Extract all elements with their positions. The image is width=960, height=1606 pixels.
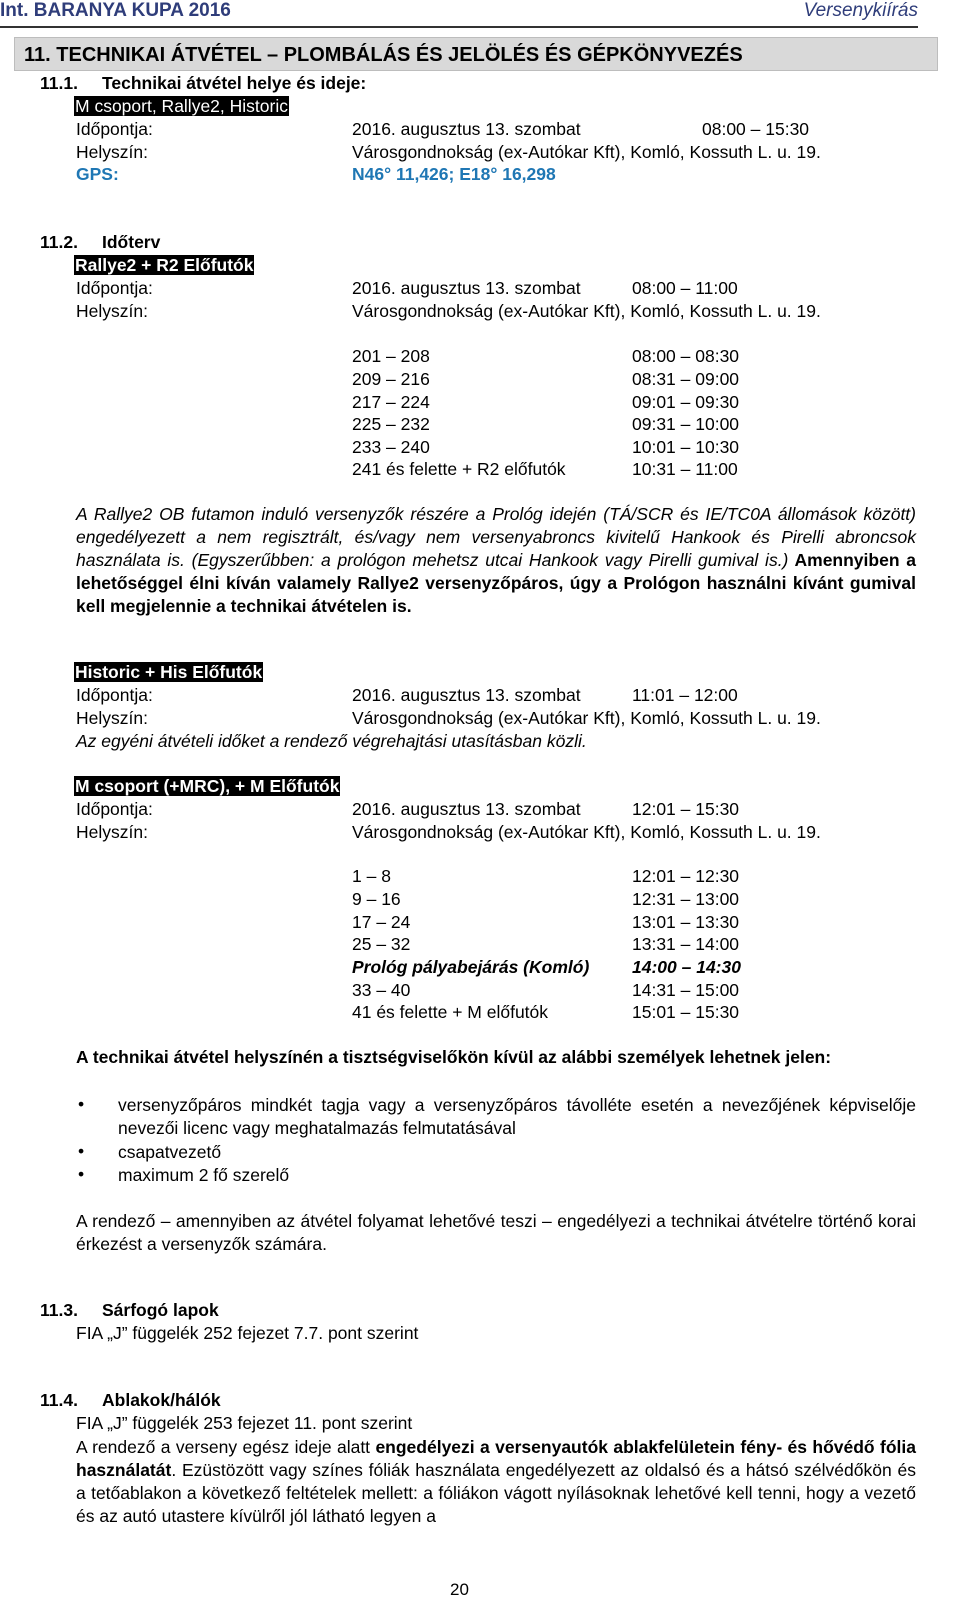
rallye2-range: 201 – 208 [352,346,430,366]
historic-time: 11:01 – 12:00 [632,685,738,705]
rallye2-tyre-note-bold: Amennyiben a lehetőséggel élni kíván valamely Rallye2 versenyzőpáros, úgy a Prológon használni kívánt gumival kell megjelennie a technikai átvételen is. [76,550,916,616]
rallye2-range: 209 – 216 [352,369,430,389]
mgroup-slot: 15:01 – 15:30 [632,1002,740,1022]
s11-1-place: Városgondnokság (ex-Autókar Kft), Komló, Kossuth L. u. 19. [352,142,821,162]
mgroup-place-label: Helyszín: [76,822,148,842]
historic-date-label: Időpontja: [76,685,153,705]
historic-date: 2016. augusztus 13. szombat [352,685,581,705]
persons-title: A technikai átvétel helyszínén a tisztségviselőkön kívül az alábbi személyek lehetnek jelen: [76,1047,832,1067]
s11-4-paragraph-bold: engedélyezi a versenyautók ablakfelületein fény- és hővédő fólia használatát [76,1437,916,1480]
mgroup-slot: 12:01 – 12:30 [632,866,740,886]
s11-1-place-label: Helyszín: [76,142,148,162]
persons-item: maximum 2 fő szerelő [118,1165,290,1185]
s11-4-paragraph [76,1436,916,1528]
s11-4-paragraph-c: . Ezüstözött vagy színes fóliák használata engedélyezett az oldalsó és a hátsó szélvédőkön és a tetőablakon a következő feltételek mellett: a fóliákon vágott nyílásoknak lehetővé kell tenni, hogy a vezető és az autó utastere kívülről jól látható legyen a [76,1460,916,1526]
historic-place: Városgondnokság (ex-Autókar Kft), Komló, Kossuth L. u. 19. [352,708,821,728]
rallye2-slot: 09:01 – 09:30 [632,392,740,412]
s11-1-gps: N46° 11,426; E18° 16,298 [352,164,556,184]
bullet-icon: • [78,1094,85,1114]
s11-1-title: Technikai átvétel helye és ideje: [102,73,367,93]
mgroup-group: M csoport (+MRC), + M Előfutók [75,776,340,796]
bullet-icon: • [78,1164,85,1184]
s11-1-date-label: Időpontja: [76,119,153,139]
bullet-icon: • [78,1141,85,1161]
header-divider [0,26,918,28]
s11-1-date: 2016. augusztus 13. szombat [352,119,581,139]
s11-2-number: 11.2. [40,232,78,252]
rallye2-tyre-note [76,503,916,618]
historic-group: Historic + His Előfutók [75,662,263,682]
rallye2-range: 225 – 232 [352,414,430,434]
header-title: Int. BARANYA KUPA 2016 [0,0,231,21]
mgroup-date-label: Időpontja: [76,799,153,819]
rallye2-tyre-note-italic: A Rallye2 OB futamon induló versenyzők részére a Prológ idején (TÁ/SCR és IE/TC0A állomások között) engedélyezett a nem regisztrált, és/vagy nem versenyabroncs kivitelű Hankook és Pirelli abroncsok használata is. (Egyszerűbben: a prológon mehetsz utcai Hankook vagy Pirelli gumival is.) [76,504,916,570]
s11-3-number: 11.3. [40,1300,78,1320]
s11-4-title: Ablakok/hálók [102,1390,221,1410]
rallye2-range: 217 – 224 [352,392,430,412]
s11-1-group: M csoport, Rallye2, Historic [75,96,288,116]
rallye2-range: 233 – 240 [352,437,430,457]
rallye2-group: Rallye2 + R2 Előfutók [75,255,254,275]
header-doc-type: Versenykiírás [803,0,918,21]
mgroup-range: 1 – 8 [352,866,391,886]
mgroup-place: Városgondnokság (ex-Autókar Kft), Komló, Kossuth L. u. 19. [352,822,821,842]
rallye2-slot: 08:00 – 08:30 [632,346,740,366]
section-title: 11. TECHNIKAI ÁTVÉTEL – PLOMBÁLÁS ÉS JELÖLÉS ÉS GÉPKÖNYVEZÉS [24,44,743,66]
s11-3-text: FIA „J” függelék 252 fejezet 7.7. pont szerint [76,1323,419,1343]
s11-1-time: 08:00 – 15:30 [702,119,810,139]
s11-3-title: Sárfogó lapok [102,1300,219,1320]
historic-place-label: Helyszín: [76,708,148,728]
rallye2-time: 08:00 – 11:00 [632,278,738,298]
rallye2-slot: 09:31 – 10:00 [632,414,740,434]
rallye2-slot: 08:31 – 09:00 [632,369,740,389]
mgroup-range: 17 – 24 [352,912,411,932]
mgroup-range: 33 – 40 [352,980,411,1000]
rallye2-slot: 10:01 – 10:30 [632,437,740,457]
page-number: 20 [450,1580,469,1599]
mgroup-time: 12:01 – 15:30 [632,799,740,819]
rallye2-range: 241 és felette + R2 előfutók [352,459,566,479]
persons-item: csapatvezető [118,1142,222,1162]
s11-1-gps-label: GPS: [76,164,119,184]
rallye2-place: Városgondnokság (ex-Autókar Kft), Komló, Kossuth L. u. 19. [352,301,821,321]
s11-1-number: 11.1. [40,73,78,93]
s11-4-paragraph-a: A rendező a verseny egész ideje alatt [76,1437,376,1457]
mgroup-range: 25 – 32 [352,934,411,954]
historic-note: Az egyéni átvételi időket a rendező végrehajtási utasításban közli. [76,731,587,751]
mgroup-slot: 13:01 – 13:30 [632,912,740,932]
persons-item: versenyzőpáros mindkét tagja vagy a versenyzőpáros távolléte esetén a nevezőjének képviselője nevezői licenc vagy meghatalmazás felmutatásával [118,1095,916,1138]
rallye2-slot: 10:31 – 11:00 [632,459,738,479]
mgroup-slot: 12:31 – 13:00 [632,889,740,909]
early-arrival-note: A rendező – amennyiben az átvétel folyamat lehetővé teszi – engedélyezi a technikai átvételre történő korai érkezést a versenyzők számára. [76,1211,916,1254]
s11-4-text: FIA „J” függelék 253 fejezet 11. pont szerint [76,1413,413,1433]
mgroup-range: 9 – 16 [352,889,401,909]
mgroup-slot: 13:31 – 14:00 [632,934,740,954]
mgroup-slot: 14:31 – 15:00 [632,980,740,1000]
mgroup-range: 41 és felette + M előfutók [352,1002,549,1022]
rallye2-date: 2016. augusztus 13. szombat [352,278,581,298]
rallye2-date-label: Időpontja: [76,278,153,298]
mgroup-slot-prolog: 14:00 – 14:30 [632,957,741,977]
mgroup-range-prolog: Prológ pályabejárás (Komló) [352,957,590,977]
rallye2-place-label: Helyszín: [76,301,148,321]
mgroup-date: 2016. augusztus 13. szombat [352,799,581,819]
s11-4-number: 11.4. [40,1390,78,1410]
s11-2-title: Időterv [102,232,161,252]
